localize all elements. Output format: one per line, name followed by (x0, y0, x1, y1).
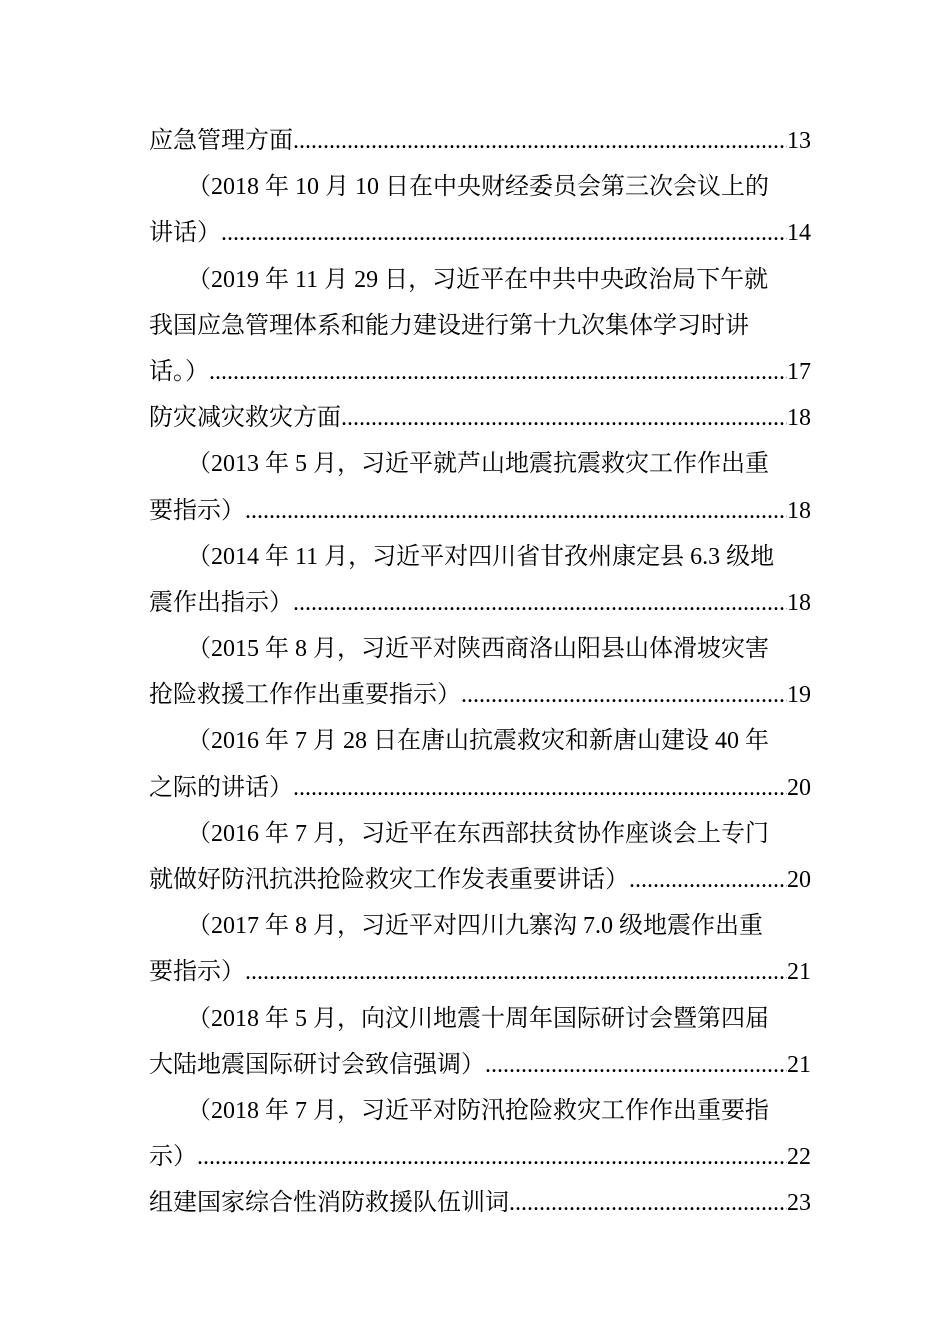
toc-section-entry (149, 395, 811, 441)
toc-leader-dots (509, 1180, 787, 1226)
toc-page-number: 22 (787, 1144, 811, 1171)
toc-entry-text: 我国应急管理体系和能力建设进行第十九次集体学习时讲 (149, 312, 749, 339)
toc-subentry-line (149, 257, 811, 303)
toc-leader-dots (221, 210, 787, 256)
toc-leader-dots (245, 488, 787, 534)
toc-page-number: 17 (787, 358, 811, 385)
toc-page-number: 18 (787, 497, 811, 524)
toc-leader-dots (293, 580, 787, 626)
toc-entry-text: 大陆地震国际研讨会致信强调） (149, 1051, 485, 1078)
toc-entry-text: （2016 年 7 月，习近平在东西部扶贫协作座谈会上专门 (187, 820, 769, 847)
toc-subentry-line (149, 210, 811, 256)
toc-leader-dots (461, 672, 787, 718)
toc-subentry-line (149, 488, 811, 534)
toc-subentry-line (149, 1088, 811, 1134)
table-of-contents (149, 118, 811, 1227)
toc-entry-text: 示） (149, 1144, 197, 1171)
toc-page-number: 13 (787, 128, 811, 154)
toc-subentry-line (149, 580, 811, 626)
toc-page-number: 18 (787, 589, 811, 616)
toc-entry-text: 要指示） (149, 497, 245, 524)
toc-subentry-line (149, 441, 811, 487)
toc-leader-dots (341, 395, 787, 441)
toc-subentry-line (149, 765, 811, 811)
toc-subentry-line (149, 164, 811, 210)
toc-leader-dots (245, 949, 787, 995)
toc-subentry-line (149, 811, 811, 857)
toc-subentry-line (149, 303, 811, 349)
toc-page-number: 20 (787, 867, 811, 893)
toc-entry-text: 要指示） (149, 959, 245, 986)
toc-subentry-line (149, 949, 811, 995)
toc-subentry-line (149, 626, 811, 672)
toc-leader-dots (485, 1042, 787, 1088)
toc-leader-dots (293, 765, 787, 811)
toc-entry-text: 防灾减灾救灾方面 (149, 405, 341, 432)
toc-section-entry (149, 1180, 811, 1226)
toc-entry-text: （2018 年 7 月，习近平对防汛抢险救灾工作作出重要指 (187, 1097, 769, 1124)
toc-subentry-line (149, 857, 811, 903)
toc-entry-text: 应急管理方面 (149, 128, 293, 154)
toc-page-number: 21 (787, 1051, 811, 1078)
toc-entry-text: （2013 年 5 月，习近平就芦山地震抗震救灾工作作出重 (187, 451, 769, 478)
toc-leader-dots (197, 1134, 787, 1180)
toc-section-entry (149, 118, 811, 164)
toc-entry-text: 讲话） (149, 220, 221, 247)
toc-subentry-line (149, 1134, 811, 1180)
toc-page-number: 19 (787, 682, 811, 709)
toc-entry-text: 组建国家综合性消防救援队伍训词 (149, 1190, 509, 1217)
toc-entry-text: 抢险救援工作作出重要指示） (149, 682, 461, 709)
toc-subentry-line (149, 534, 811, 580)
toc-entry-text: （2016 年 7 月 28 日在唐山抗震救灾和新唐山建设 40 年 (187, 728, 769, 755)
toc-leader-dots (629, 857, 787, 903)
toc-subentry-line (149, 903, 811, 949)
toc-entry-text: 震作出指示） (149, 589, 293, 616)
toc-entry-text: 之际的讲话） (149, 774, 293, 801)
toc-entry-text: （2017 年 8 月，习近平对四川九寨沟 7.0 级地震作出重 (187, 913, 763, 940)
toc-subentry-line (149, 996, 811, 1042)
toc-subentry-line (149, 672, 811, 718)
toc-subentry-line (149, 349, 811, 395)
toc-leader-dots (209, 349, 787, 395)
toc-entry-text: （2015 年 8 月，习近平对陕西商洛山阳县山体滑坡灾害 (187, 636, 769, 663)
toc-subentry-line (149, 718, 811, 764)
toc-entry-text: （2018 年 10 月 10 日在中央财经委员会第三次会议上的 (187, 174, 769, 201)
toc-page-number: 18 (787, 405, 811, 432)
toc-entry-text: 就做好防汛抗洪抢险救灾工作发表重要讲话） (149, 867, 629, 893)
toc-entry-text: （2018 年 5 月，向汶川地震十周年国际研讨会暨第四届 (187, 1005, 769, 1032)
toc-page-number: 23 (787, 1190, 811, 1217)
toc-subentry-line (149, 1042, 811, 1088)
toc-leader-dots (293, 118, 787, 164)
toc-entry-text: （2014 年 11 月，习近平对四川省甘孜州康定县 6.3 级地 (187, 543, 775, 570)
toc-page-number: 14 (787, 220, 811, 247)
toc-entry-text: （2019 年 11 月 29 日，习近平在中共中央政治局下午就 (187, 266, 769, 293)
toc-entry-text: 话。） (149, 358, 209, 385)
toc-page-number: 21 (787, 959, 811, 986)
toc-page-number: 20 (787, 774, 811, 801)
